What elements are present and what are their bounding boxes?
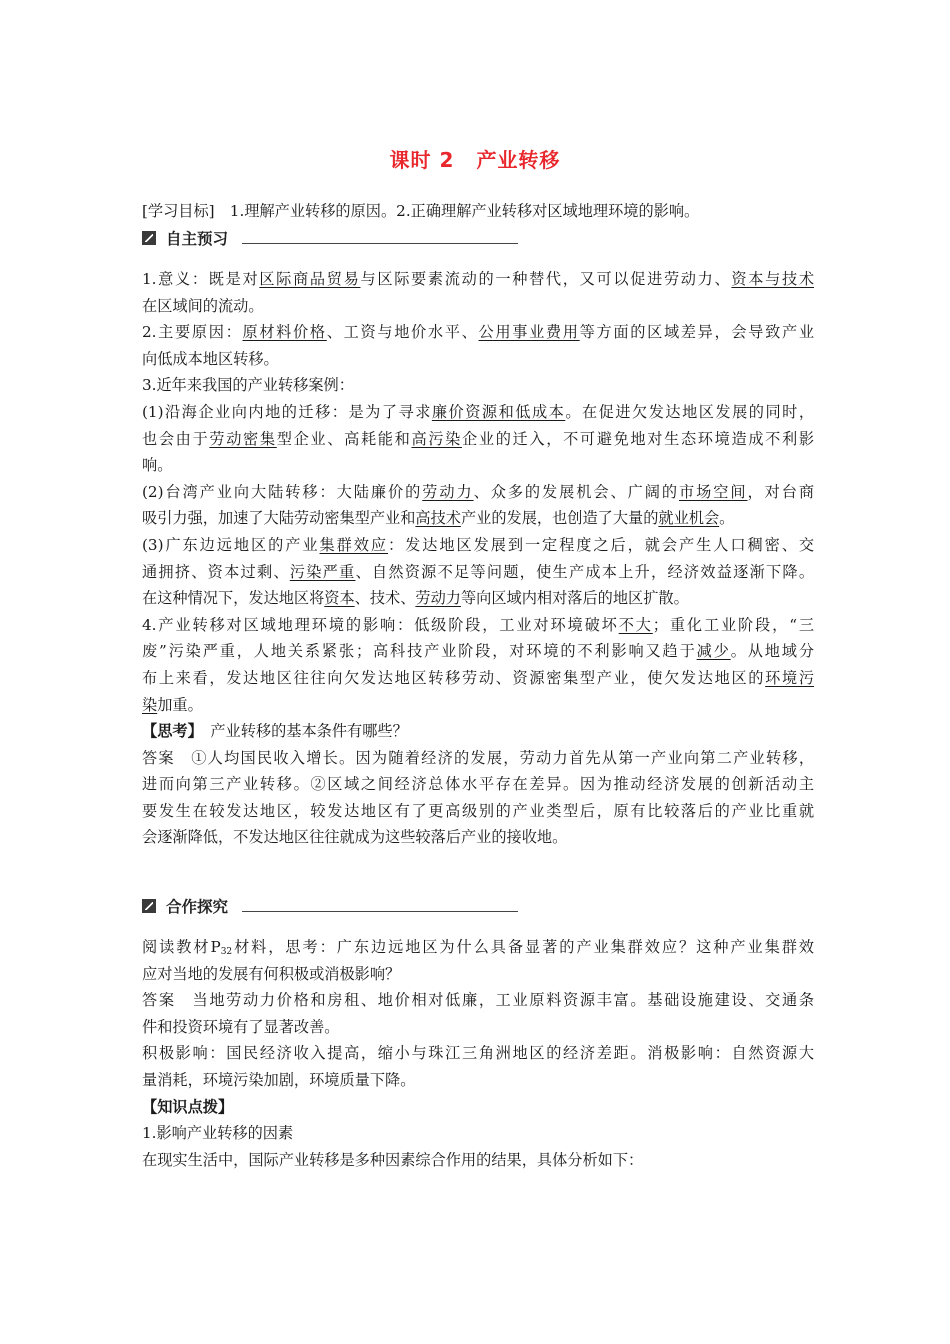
text-segment: 企业的迁入，不可避免地对生态环境造成不利影: [462, 429, 814, 448]
think-label: 【思考】: [142, 722, 196, 741]
text-segment: 2.主要原因：: [142, 323, 243, 342]
answer-line: [142, 745, 814, 772]
text-line: [142, 346, 814, 373]
text-segment: ：发达地区发展到一定程度之后，就会产生人口稠密、交: [388, 535, 814, 554]
text-segment: 1.意义：既是对: [142, 270, 260, 288]
blank-answer: 劳动密集: [209, 429, 277, 448]
text-segment: ；重化工业阶段，“三: [652, 615, 814, 634]
section-rule: [242, 243, 518, 244]
cooperative-inquiry-body: [142, 934, 814, 1173]
question-line: [142, 934, 814, 961]
text-segment: 通拥挤、资本过剩、: [142, 562, 290, 581]
text-segment: 。从地域分: [730, 642, 814, 661]
question-line: [142, 961, 814, 988]
text-line: [142, 479, 814, 506]
text-segment: 【知识点拨】: [142, 1097, 234, 1116]
blank-answer: 减少: [696, 642, 731, 661]
blank-answer: 公用事业费用: [478, 323, 580, 342]
blank-answer: 集群效应: [319, 535, 388, 554]
blank-answer: 污染严重: [289, 562, 356, 581]
text-line: [142, 532, 814, 559]
text-segment: 产业转移的基本条件有哪些？: [195, 722, 408, 741]
answer-line: [142, 1014, 814, 1041]
text-segment: ，对台商: [747, 482, 814, 501]
title-name: 产业转移: [476, 148, 561, 172]
text-line: [142, 426, 814, 453]
text-segment: 在这种情况下，发达地区将: [142, 589, 325, 608]
text-segment: 也会由于: [142, 429, 210, 448]
text-segment: 1.影响产业转移的因素: [142, 1124, 294, 1143]
text-line: [142, 266, 814, 293]
text-line: [142, 319, 814, 346]
text-segment: (3)广东边远地区的产业: [142, 535, 320, 554]
text-segment: 进而向第三产业转移。②区域之间经济总体水平存在差异。因为推动经济发展的创新活动主: [142, 775, 814, 794]
text-segment: 积极影响：国民经济收入提高，缩小与珠江三角洲地区的经济差距。消极影响：自然资源大: [142, 1044, 814, 1063]
section-label: 自主预习: [166, 230, 229, 248]
blank-answer: 高污染: [411, 429, 463, 448]
answer-line: [142, 798, 814, 825]
text-segment: 、技术、: [354, 589, 416, 608]
section-header-cooperative-inquiry: [142, 894, 518, 918]
text-segment: 布上来看，发达地区往往向欠发达地区转移劳动、资源密集型产业，使欠发达地区的: [142, 668, 766, 687]
text-segment: 等向区域内相对落后的地区扩散。: [460, 589, 689, 608]
text-segment: 。在促进欠发达地区发展的同时，: [565, 402, 814, 421]
blank-answer: 环境污: [765, 668, 814, 687]
text-line: [142, 585, 814, 612]
section-marker-icon: [142, 231, 156, 245]
text-segment: 应对当地的发展有何积极或消极影响？: [142, 964, 401, 983]
text-line: [142, 452, 814, 479]
text-line: [142, 1120, 814, 1147]
title-prefix: 课时: [389, 148, 432, 172]
text-segment: 3.近年来我国的产业转移案例：: [142, 376, 354, 395]
objectives-text: [学习目标] 1.理解产业转移的原因。2.正确理解产业转移对区域地理环境的影响。: [142, 202, 700, 220]
answer-line: [142, 771, 814, 798]
answer-line: [142, 987, 814, 1014]
text-segment: 。: [719, 509, 735, 528]
blank-answer: 就业机会: [658, 509, 720, 528]
answer-line: [142, 1040, 814, 1067]
text-segment: 32: [220, 947, 233, 957]
text-segment: 加重。: [157, 695, 203, 714]
blank-answer: 廉价资源和低成本: [431, 402, 566, 421]
title-number: 2: [439, 148, 455, 172]
blank-answer: 市场空间: [679, 482, 748, 501]
blank-answer: 资本与技术: [731, 270, 814, 288]
answer-line: [142, 1067, 814, 1094]
text-segment: 与区际要素流动的一种替代，又可以促进劳动力、: [360, 270, 732, 288]
blank-answer: 原材料价格: [242, 323, 327, 342]
text-segment: 响。: [142, 456, 173, 475]
text-line: [142, 692, 814, 719]
section-rule: [242, 911, 518, 912]
text-line: [142, 638, 814, 665]
text-segment: 、众多的发展机会、广阔的: [473, 482, 679, 501]
blank-answer: 染: [142, 695, 158, 714]
think-question: [142, 718, 814, 745]
text-line: [142, 505, 814, 532]
blank-answer: 资本: [324, 589, 355, 608]
section-header-self-study: [142, 226, 518, 250]
text-segment: 会逐渐降低，不发达地区往往就成为这些较落后产业的接收地。: [142, 828, 568, 847]
text-segment: 材料，思考：广东边远地区为什么具备显著的产业集群效应？这种产业集群效: [232, 938, 814, 956]
text-segment: 要发生在较发达地区，较发达地区有了更高级别的产业类型后，原有比较落后的产业比重就: [142, 801, 814, 820]
text-segment: 在区域间的流动。: [142, 296, 264, 315]
text-segment: (1)沿海企业向内地的迁移：是为了寻求: [142, 402, 432, 421]
text-segment: 等方面的区域差异，会导致产业: [579, 323, 814, 342]
text-segment: 答案 ①人均国民收入增长。因为随着经济的发展，劳动力首先从第一产业向第二产业转移，: [142, 748, 814, 767]
text-line: [142, 293, 814, 320]
answer-line: [142, 824, 814, 851]
text-segment: 4.产业转移对区域地理环境的影响：低级阶段，工业对环境破坏: [142, 615, 619, 634]
blank-answer: 高技术: [415, 509, 461, 528]
blank-answer: 不大: [618, 615, 653, 634]
text-segment: 、自然资源不足等问题，使生产成本上升，经济效益逐渐下降。: [355, 562, 814, 581]
text-segment: 量消耗，环境污染加剧，环境质量下降。: [142, 1070, 416, 1089]
learning-objectives: [142, 198, 814, 225]
text-segment: 件和投资环境有了显著改善。: [142, 1017, 340, 1036]
text-segment: 在现实生活中，国际产业转移是多种因素综合作用的结果，具体分析如下：: [142, 1150, 644, 1169]
text-segment: 答案 当地劳动力价格和房租、地价相对低廉，工业原料资源丰富。基础设施建设、交通条: [142, 991, 814, 1010]
text-line: [142, 1147, 814, 1174]
text-segment: 产业的发展，也创造了大量的: [460, 509, 659, 528]
knowledge-tips-label: [142, 1094, 814, 1121]
blank-answer: 劳动力: [415, 589, 461, 608]
text-line: [142, 559, 814, 586]
text-line: [142, 372, 814, 399]
section-label: 合作探究: [166, 898, 229, 916]
text-segment: 废”污染严重，人地关系紧张；高科技产业阶段，对环境的不利影响又趋于: [142, 642, 697, 661]
text-segment: 型企业、高耗能和: [276, 429, 412, 448]
self-study-body: [142, 266, 814, 851]
section-marker-icon: [142, 899, 156, 913]
text-line: [142, 665, 814, 692]
text-line: [142, 612, 814, 639]
text-segment: 向低成本地区转移。: [142, 349, 279, 368]
text-segment: 、工资与地价水平、: [326, 323, 479, 342]
text-line: [142, 399, 814, 426]
blank-answer: 劳动力: [422, 482, 474, 501]
text-segment: 阅读教材P: [142, 938, 221, 956]
text-segment: 吸引力强，加速了大陆劳动密集型产业和: [142, 509, 416, 528]
blank-answer: 区际商品贸易: [259, 270, 361, 288]
lesson-title: [0, 144, 950, 173]
text-segment: (2)台湾产业向大陆转移：大陆廉价的: [142, 482, 423, 501]
